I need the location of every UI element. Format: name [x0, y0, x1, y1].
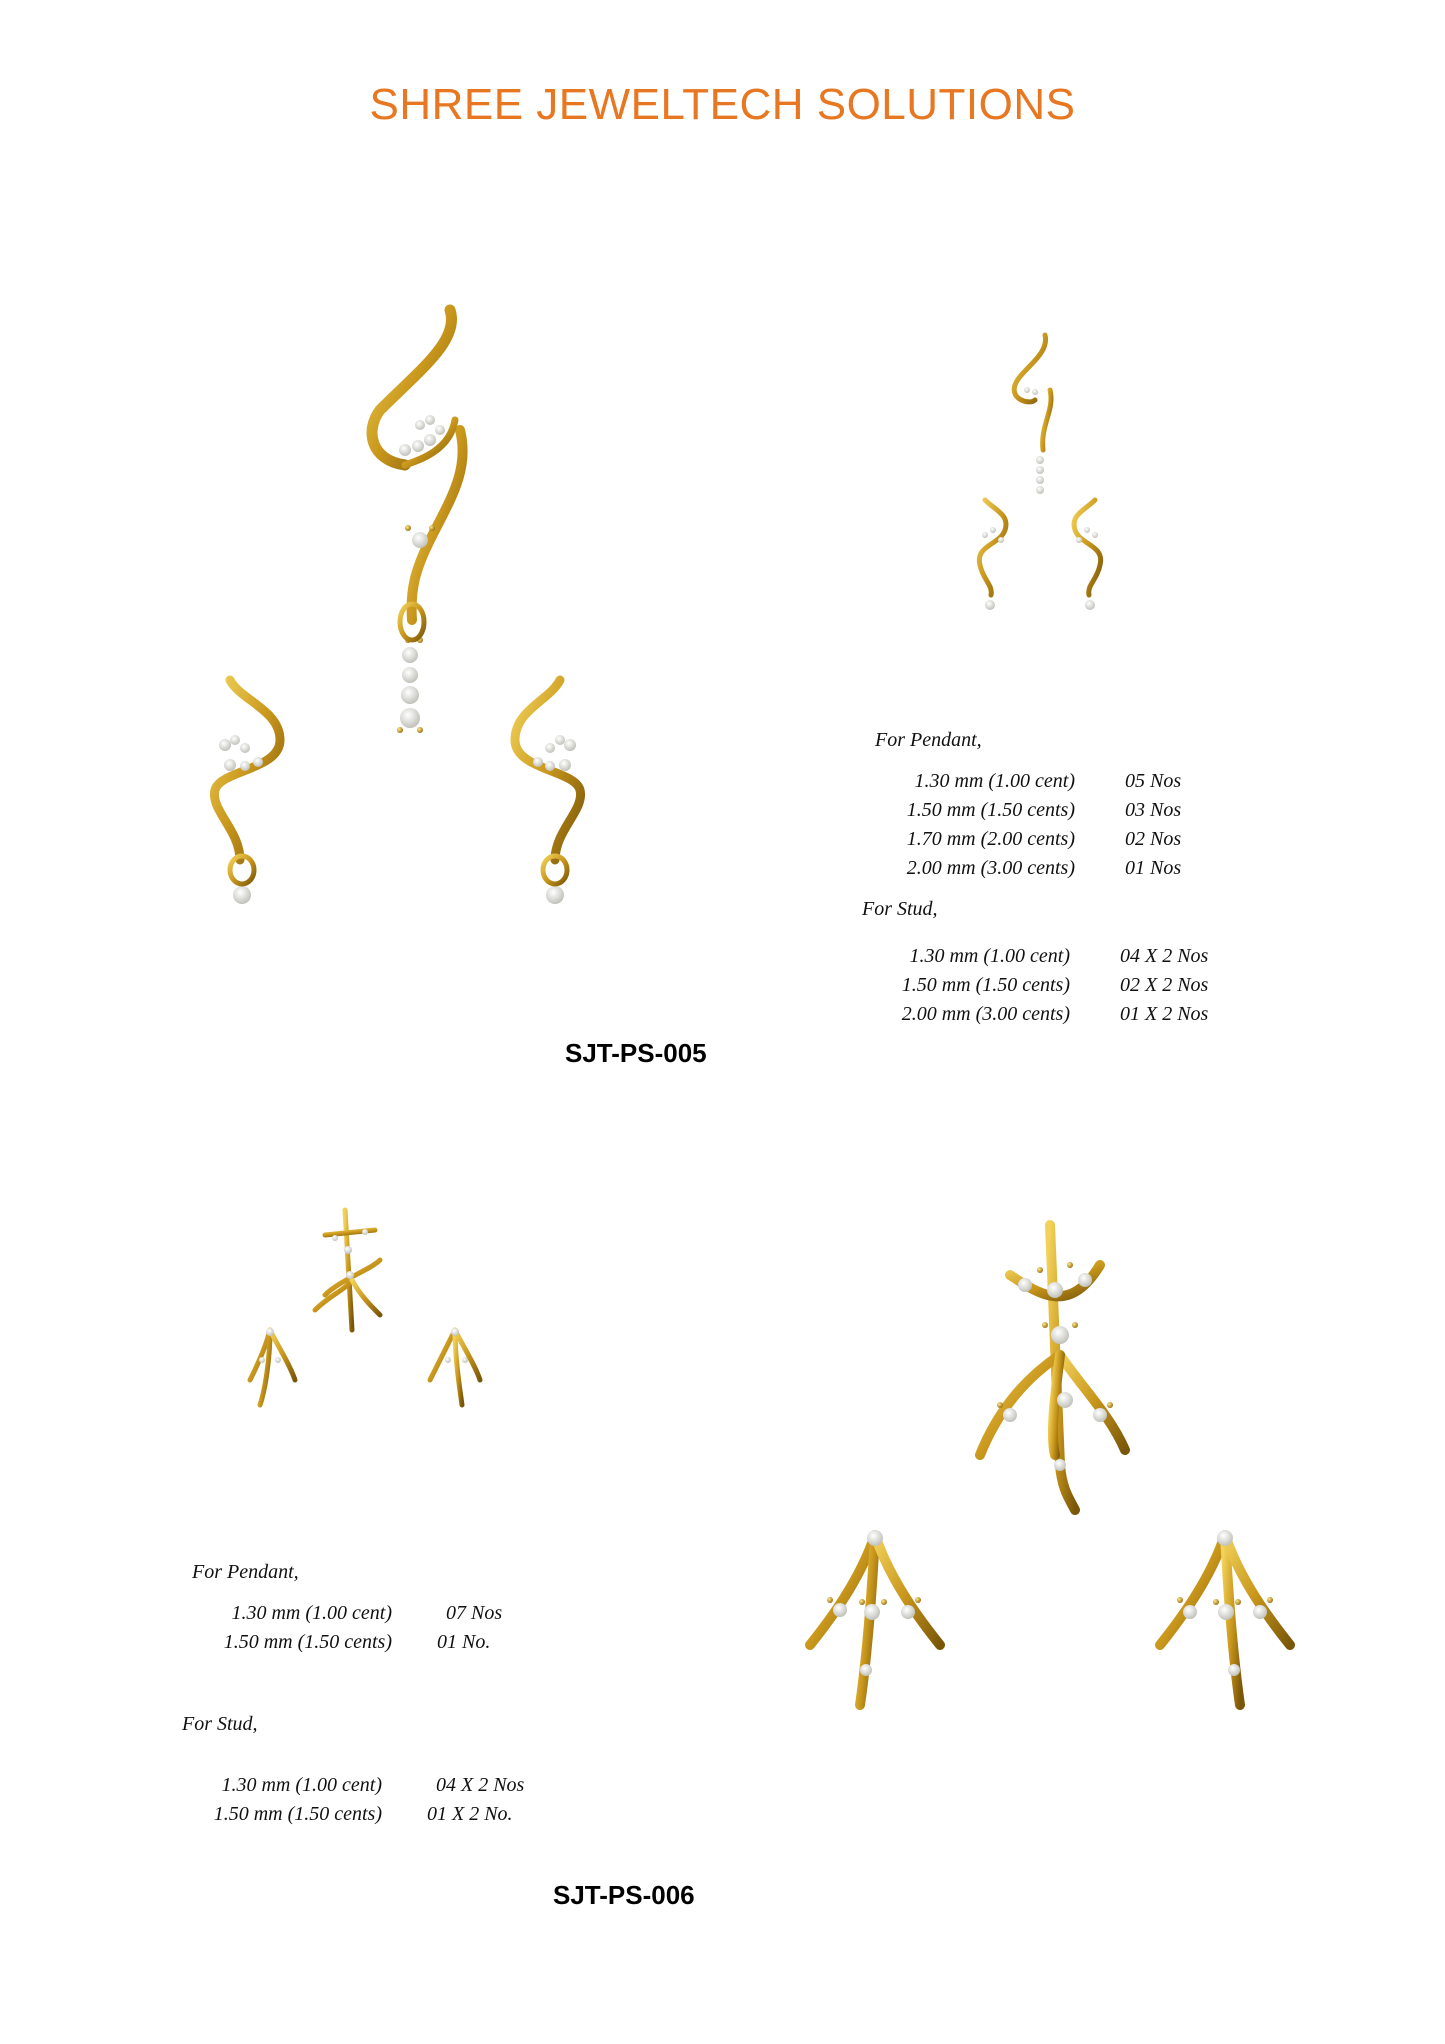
spec-row [875, 825, 1295, 854]
set2-pendant-spec [192, 1558, 612, 1657]
spec-qty: 01 X 2 Nos [1120, 1003, 1209, 1025]
set2-pendant-large-image [960, 1215, 1150, 1525]
spec-size: 2.00 mm (3.00 cents) [901, 1003, 1070, 1025]
pendant-large-image [360, 300, 520, 750]
spec-row [862, 942, 1302, 971]
set2-stud-large-right-image [1150, 1520, 1300, 1720]
set2-pendant-heading: For Pendant, [192, 1561, 299, 1583]
spec-qty: 04 X 2 Nos [1120, 945, 1209, 967]
spec-qty: 02 X 2 Nos [1120, 974, 1209, 996]
spec-size: 1.30 mm (1.00 cent) [221, 1774, 382, 1796]
spec-qty: 01 Nos [1125, 857, 1182, 879]
set1-pendant-spec [875, 726, 1295, 883]
spec-row [192, 1599, 612, 1628]
set2-stud-spec [182, 1710, 622, 1829]
set1-pendant-heading: For Pendant, [875, 729, 982, 751]
spec-size: 1.50 mm (1.50 cents) [901, 974, 1070, 996]
set1-code: SJT-PS-005 [565, 1038, 707, 1068]
set1-stud-spec [862, 895, 1302, 1029]
spec-size: 1.50 mm (1.50 cents) [906, 799, 1075, 821]
spec-row [875, 796, 1295, 825]
set1-stud-heading: For Stud, [862, 898, 938, 920]
spec-row [875, 767, 1295, 796]
spec-qty: 02 Nos [1125, 828, 1182, 850]
stud-large-left-image [200, 670, 310, 910]
spec-size: 1.50 mm (1.50 cents) [223, 1631, 392, 1653]
set2-stud-heading: For Stud, [182, 1713, 258, 1735]
spec-row [875, 854, 1295, 883]
set2-code: SJT-PS-006 [553, 1880, 695, 1910]
stud-large-right-image [500, 670, 610, 910]
spec-size: 1.30 mm (1.00 cent) [231, 1602, 392, 1624]
spec-qty: 03 Nos [1125, 799, 1182, 821]
spec-size: 1.50 mm (1.50 cents) [213, 1803, 382, 1825]
spec-size: 1.70 mm (2.00 cents) [906, 828, 1075, 850]
spec-qty: 04 X 2 Nos [436, 1774, 525, 1796]
spec-qty: 05 Nos [1125, 770, 1182, 792]
set2-stud-large-left-image [800, 1520, 950, 1720]
set-preview-small-image [955, 330, 1135, 620]
spec-row [862, 971, 1302, 1000]
spec-qty: 07 Nos [446, 1602, 503, 1624]
spec-size: 1.30 mm (1.00 cent) [909, 945, 1070, 967]
spec-row [862, 1000, 1302, 1029]
set2-preview-small-image [230, 1200, 510, 1440]
spec-qty: 01 X 2 No. [427, 1803, 513, 1825]
spec-size: 2.00 mm (3.00 cents) [906, 857, 1075, 879]
spec-row [182, 1800, 622, 1829]
spec-row [192, 1628, 612, 1657]
spec-qty: 01 No. [437, 1631, 491, 1653]
spec-size: 1.30 mm (1.00 cent) [914, 770, 1075, 792]
page-title: SHREE JEWELTECH SOLUTIONS [369, 80, 1076, 129]
spec-row [182, 1771, 622, 1800]
